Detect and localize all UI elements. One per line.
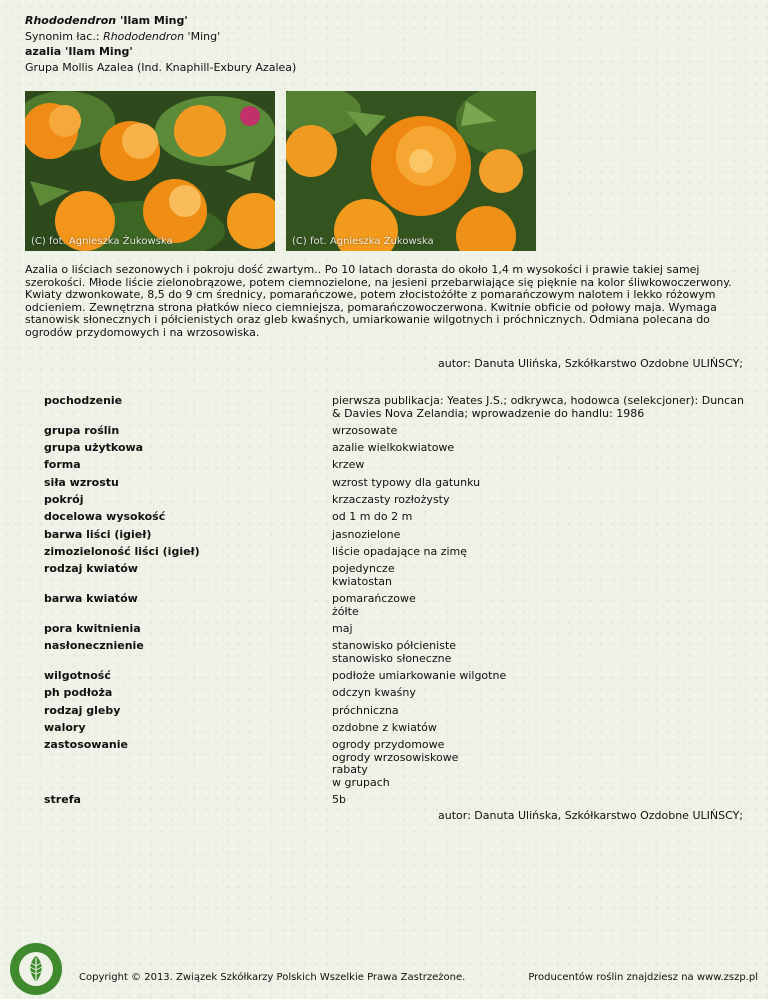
property-value <box>332 670 744 683</box>
property-label: rodzaj gleby <box>44 703 121 717</box>
property-value-line: od 1 m do 2 m <box>332 510 413 524</box>
property-value <box>332 529 744 542</box>
property-value <box>332 563 744 588</box>
property-value-line: żółte <box>332 604 359 618</box>
author-line-bottom: autor: Danuta Ulińska, Szkółkarstwo Ozdobne ULIŃSCY; <box>438 809 743 822</box>
property-row <box>44 670 744 683</box>
property-value <box>332 494 744 507</box>
property-label: nasłonecznienie <box>44 639 144 653</box>
property-value-line: pierwsza publikacja: Yeates J.S.; odkrywca, hodowca (selekcjoner): Duncan & Davies Nova Zelandia; wprowadzenie do handlu: 1986 <box>332 394 744 420</box>
zszp-logo[interactable] <box>9 942 63 996</box>
property-row <box>44 687 744 700</box>
property-label: barwa kwiatów <box>44 592 138 605</box>
property-value-line: stanowisko słoneczne <box>332 651 452 665</box>
property-label: pochodzenie <box>44 394 123 407</box>
property-value-line: pomarańczowe <box>332 592 416 605</box>
property-row <box>44 459 744 472</box>
property-label: grupa użytkowa <box>44 441 144 455</box>
property-value-line: stanowisko półcieniste <box>332 639 457 653</box>
property-value-line: ozdobne z kwiatów <box>332 720 437 734</box>
property-value <box>332 511 744 524</box>
property-row <box>44 794 744 807</box>
property-value-line: kwiatostan <box>332 574 392 588</box>
property-row <box>44 477 744 490</box>
plant-photo-1[interactable] <box>25 91 275 251</box>
property-value <box>332 640 744 665</box>
photo-2-caption: (C) fot. Agnieszka Żukowska <box>292 236 434 247</box>
property-row <box>44 739 744 789</box>
property-value <box>332 739 744 789</box>
property-value-line: krzew <box>332 458 365 472</box>
azalea-photo-image <box>25 91 275 251</box>
property-label: barwa liści (igieł) <box>44 527 152 541</box>
copyright-text: Copyright © 2013. Związek Szkółkarzy Polskich Wszelkie Prawa Zastrzeżone. <box>79 972 466 983</box>
property-value-line: ogrody przydomowe <box>332 738 445 752</box>
property-label: pokrój <box>44 493 84 506</box>
property-value-line: w grupach <box>332 775 390 789</box>
property-value <box>332 623 744 636</box>
plant-description: Azalia o liściach sezonowych i pokroju dość zwartym.. Po 10 latach dorasta do około 1,4 m wysokości i prawie takiej samej szerokości. Młode liście zielonobrązowe, potem ciemnozielone, na jesieni przebarwiające się pięknie na kolor śliwkowoczerwony. Kwiaty dzwonkowate, 8,5 do 9 cm średnicy, pomarańczowe, potem złocistożółte z pomarańczowym nalotem i lekko różowym odcieniem. Zewnętrzna strona płatków nieco ciemniejsza, pomarańczowoczerwona. Kwitnie obficie od połowy maja. Wymaga stanowisk słonecznych i półcienistych oraz gleb kwaśnych, umiarkowanie wilgotnych i próchnicznych. Odmiana polecana do ogrodów przydomowych i na wrzosowiska. <box>25 263 732 339</box>
common-name: azalia 'Ilam Ming' <box>25 45 133 58</box>
property-value-line: ogrody wrzosowiskowe <box>332 750 459 764</box>
property-value-line: podłoże umiarkowanie wilgotne <box>332 669 507 683</box>
property-label: strefa <box>44 793 81 807</box>
synonym-line: Synonim łac.: Rhododendron 'Ming' <box>25 29 221 43</box>
property-label: forma <box>44 458 81 472</box>
property-value-line: 5b <box>332 793 346 807</box>
property-label: docelowa wysokość <box>44 510 166 524</box>
property-value <box>332 477 744 490</box>
property-value <box>332 794 744 807</box>
property-value <box>332 395 744 420</box>
property-row <box>44 395 744 420</box>
property-row <box>44 722 744 735</box>
property-value-line: pojedyncze <box>332 562 395 576</box>
property-label: wilgotność <box>44 669 111 683</box>
property-row <box>44 563 744 588</box>
property-row <box>44 623 744 636</box>
plant-group: Grupa Mollis Azalea (Ind. Knaphill-Exbury Azalea) <box>25 60 297 74</box>
property-row <box>44 705 744 718</box>
property-value <box>332 593 744 618</box>
property-value-line: wzrost typowy dla gatunku <box>332 475 481 489</box>
property-value <box>332 425 744 438</box>
property-value <box>332 442 744 455</box>
property-value <box>332 459 744 472</box>
property-label: rodzaj kwiatów <box>44 562 138 576</box>
property-value-line: krzaczasty rozłożysty <box>332 493 450 506</box>
plant-photo-2[interactable] <box>286 91 536 251</box>
property-value-line: wrzosowate <box>332 423 398 437</box>
property-value-line: rabaty <box>332 763 368 777</box>
azalea-closeup-image <box>286 91 536 251</box>
producers-link[interactable]: Producentów roślin znajdziesz na www.zszp.pl <box>528 972 758 983</box>
author-line-top: autor: Danuta Ulińska, Szkółkarstwo Ozdobne ULIŃSCY; <box>438 357 743 370</box>
properties-table <box>44 395 744 812</box>
property-label: siła wzrostu <box>44 475 119 489</box>
property-row <box>44 593 744 618</box>
property-row <box>44 442 744 455</box>
property-value <box>332 722 744 735</box>
property-value-line: próchniczna <box>332 703 399 717</box>
property-value-line: liście opadające na zimę <box>332 544 468 558</box>
property-value-line: odczyn kwaśny <box>332 686 416 700</box>
property-row <box>44 494 744 507</box>
property-label: zastosowanie <box>44 738 128 752</box>
property-value-line: maj <box>332 621 353 635</box>
property-row <box>44 425 744 438</box>
property-row <box>44 511 744 524</box>
plant-header <box>25 13 296 75</box>
leaf-seal-icon <box>9 942 63 996</box>
property-row <box>44 546 744 559</box>
property-label: zimozieloność liści (igieł) <box>44 544 200 558</box>
property-row <box>44 640 744 665</box>
property-label: pora kwitnienia <box>44 621 141 635</box>
property-label: walory <box>44 720 86 734</box>
property-row <box>44 529 744 542</box>
property-value-line: jasnozielone <box>332 527 401 541</box>
property-value-line: azalie wielkokwiatowe <box>332 441 455 455</box>
property-value <box>332 546 744 559</box>
property-label: ph podłoża <box>44 686 113 700</box>
property-value <box>332 687 744 700</box>
photo-1-caption: (C) fot. Agnieszka Żukowska <box>31 236 173 247</box>
property-value <box>332 705 744 718</box>
plant-title: Rhododendron 'Ilam Ming' <box>25 14 188 27</box>
property-label: grupa roślin <box>44 423 120 437</box>
